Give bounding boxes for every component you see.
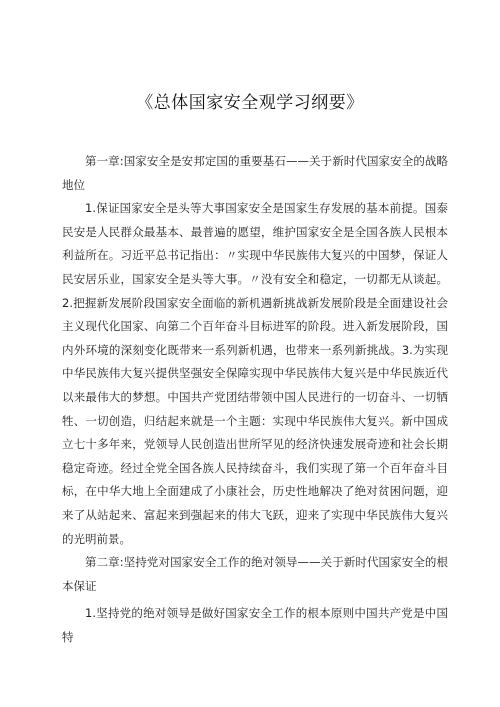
document-body [62, 150, 448, 649]
chapter-2-body: 1.坚持党的绝对领导是做好国家安全工作的根本原则中国共产党是中国特 [62, 606, 448, 644]
chapter-1-heading: 第一章:国家安全是安邦定国的重要基石——关于新时代国家安全的战略地位 [62, 154, 448, 192]
chapter-1-body: 1.保证国家安全是头等大事国家安全是国家生存发展的基本前提。国泰民安是人民群众最基本、最普遍的愿望，维护国家安全是全国各族人民根本利益所在。习近平总书记指出：〃实现中华民族伟大复兴的中国梦，保证人民安居乐业，国家安全是头等大事。〃没有安全和稳定，一切都无从谈起。2.把握新发展阶段国家安全面临的新机遇新挑战新发展阶段是全面建设社会主义现代化国家、向第二个百年奋斗目标进军的阶段。进入新发展阶段，国内外环境的深刻变化既带来一系列新机遇，也带来一系列新挑战。3.为实现中华民族伟大复兴提供坚强安全保障实现中华民族伟大复兴是中华民族近代以来最伟大的梦想。中国共产党团结带领中国人民进行的一切奋斗、一切牺牲、一切创造，归结起来就是一个主题：实现中华民族伟大复兴。新中国成立七十多年来，党领导人民创造出世所罕见的经济快速发展奇迹和社会长期稳定奇迹。经过全党全国各族人民持续奋斗，我们实现了第一个百年奋斗目标，在中华大地上全面建成了小康社会，历史性地解决了绝对贫困问题，迎来了从站起来、富起来到强起来的伟大飞跃，迎来了实现中华民族伟大复兴的光明前景。 [62, 201, 448, 546]
document-title: 《总体国家安全观学习纲要》 [136, 93, 364, 113]
chapter-2-heading: 第二章:坚持党对国家安全工作的绝对领导——关于新时代国家安全的根本保证 [62, 555, 448, 593]
